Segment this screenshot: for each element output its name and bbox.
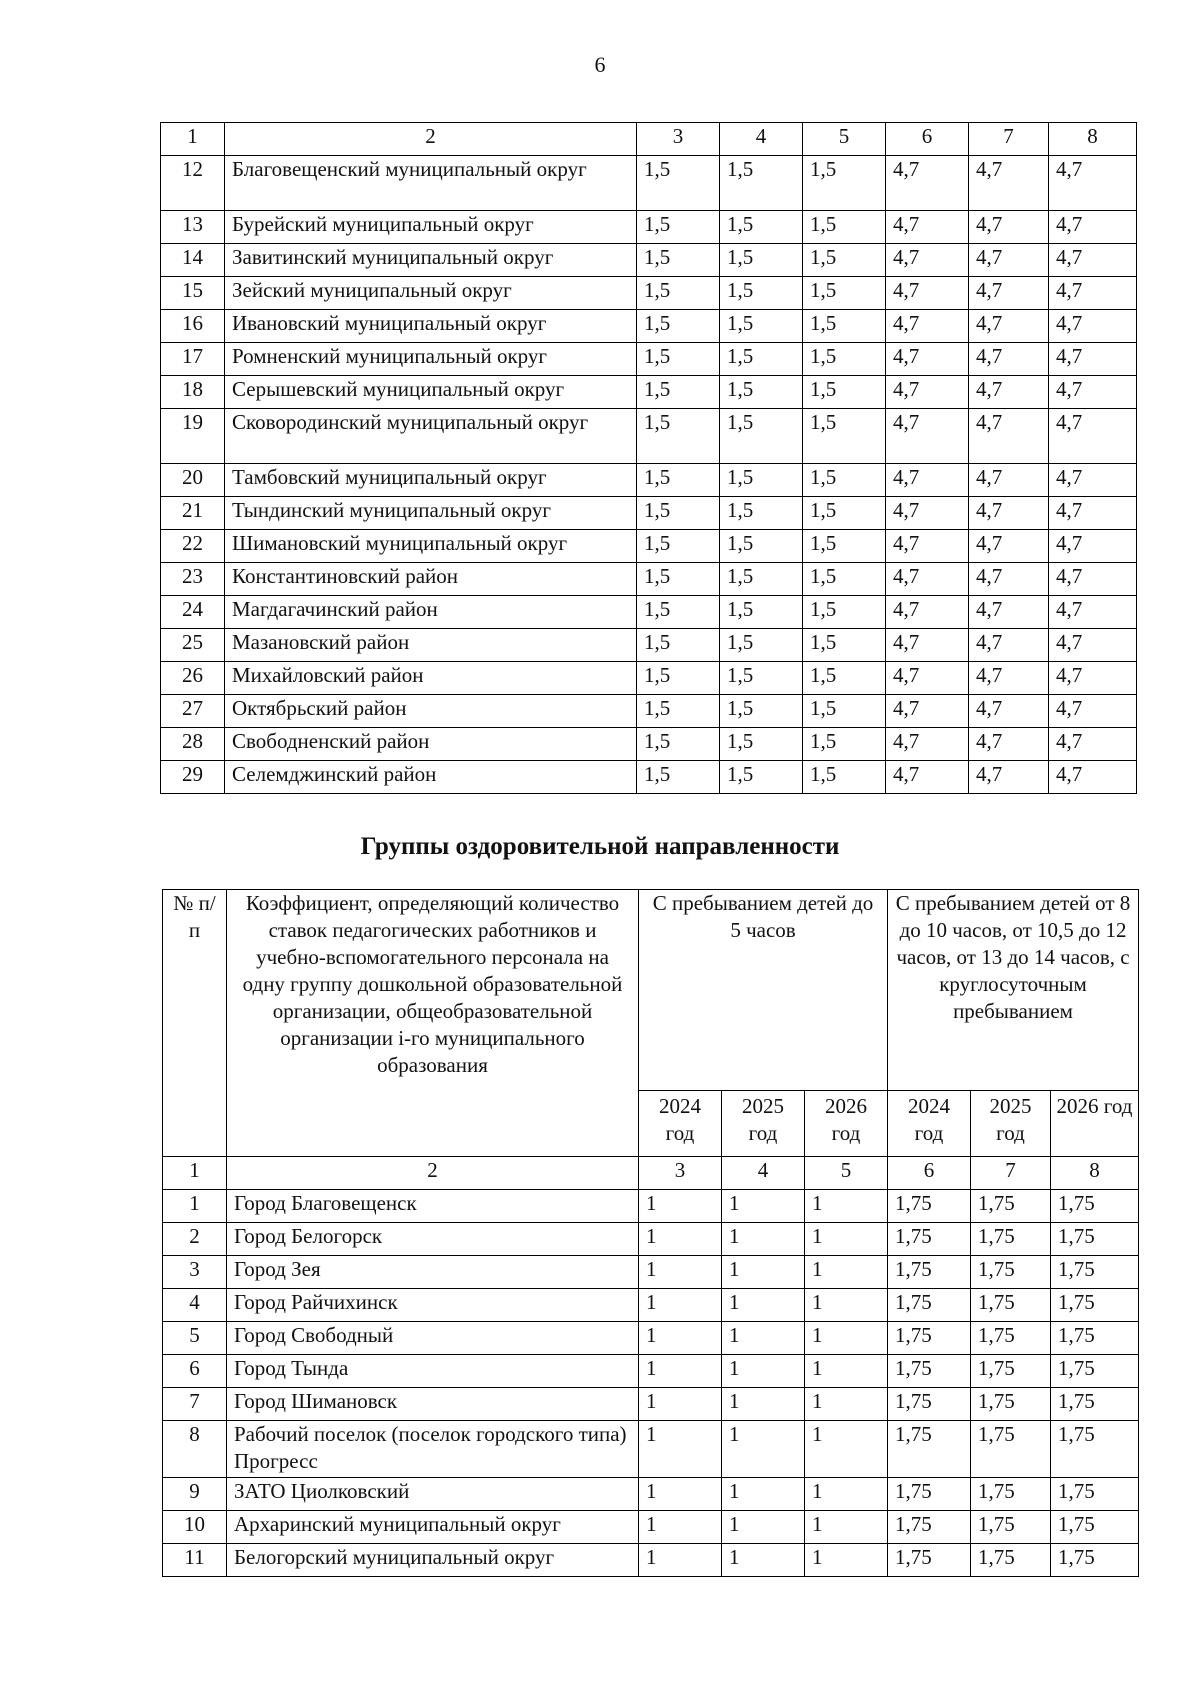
coefficient-value: 4,7 <box>886 343 969 376</box>
coefficient-value: 1,5 <box>720 728 803 761</box>
coefficient-value: 1 <box>805 1256 888 1289</box>
coefficient-value: 1,75 <box>1051 1322 1139 1355</box>
coefficient-value: 1 <box>639 1322 722 1355</box>
coefficient-value: 1,5 <box>803 596 886 629</box>
coefficient-value: 1,5 <box>637 728 720 761</box>
municipality-name: Благовещенский муниципальный округ <box>225 156 637 211</box>
row-number: 26 <box>161 662 225 695</box>
row-number: 27 <box>161 695 225 728</box>
coefficient-value: 1 <box>639 1511 722 1544</box>
column-number: 6 <box>886 123 969 156</box>
coefficient-value: 1,75 <box>888 1256 971 1289</box>
coefficient-value: 4,7 <box>969 596 1049 629</box>
section-heading: Группы оздоровительной направленности <box>360 833 840 860</box>
coefficient-value: 1 <box>805 1388 888 1421</box>
row-number: 13 <box>161 211 225 244</box>
table-row <box>163 1511 1139 1544</box>
group-b-header: С пребыванием детей от 8 до 10 часов, от 10,5 до 12 часов, от 13 до 14 часов, с круглосуточным пребыванием <box>888 890 1139 1091</box>
coefficient-value: 4,7 <box>969 211 1049 244</box>
municipality-name: ЗАТО Циолковский <box>227 1478 639 1511</box>
municipality-name: Тамбовский муниципальный округ <box>225 464 637 497</box>
coefficient-value: 4,7 <box>1049 277 1137 310</box>
table-row <box>161 244 1137 277</box>
municipality-name: Белогорский муниципальный округ <box>227 1544 639 1577</box>
coefficient-value: 1,5 <box>637 156 720 211</box>
year-header: 2024 год <box>639 1091 722 1157</box>
coefficient-value: 4,7 <box>969 563 1049 596</box>
municipality-name: Город Шимановск <box>227 1388 639 1421</box>
table-row <box>161 211 1137 244</box>
row-number: 7 <box>163 1388 227 1421</box>
coefficient-value: 4,7 <box>1049 343 1137 376</box>
coefficient-value: 1,75 <box>971 1322 1051 1355</box>
coefficient-value: 1,75 <box>971 1511 1051 1544</box>
column-number: 3 <box>639 1157 722 1190</box>
municipality-name: Архаринский муниципальный округ <box>227 1511 639 1544</box>
municipality-name: Сковородинский муниципальный округ <box>225 409 637 464</box>
coefficient-value: 1,5 <box>637 409 720 464</box>
coefficient-value: 1 <box>805 1190 888 1223</box>
municipality-name: Свободненский район <box>225 728 637 761</box>
table-row <box>163 1322 1139 1355</box>
table-row <box>163 1388 1139 1421</box>
table-row <box>163 1289 1139 1322</box>
municipality-name: Бурейский муниципальный округ <box>225 211 637 244</box>
coefficient-value: 1,75 <box>888 1355 971 1388</box>
table-row <box>161 596 1137 629</box>
coefficient-value: 4,7 <box>886 277 969 310</box>
coefficient-value: 4,7 <box>1049 761 1137 794</box>
coefficient-value: 1,75 <box>888 1421 971 1478</box>
table-row <box>161 695 1137 728</box>
coefficient-value: 4,7 <box>886 497 969 530</box>
coefficient-value: 1,75 <box>1051 1223 1139 1256</box>
row-number: 9 <box>163 1478 227 1511</box>
coefficient-value: 1,75 <box>971 1289 1051 1322</box>
coefficient-value: 1,5 <box>803 376 886 409</box>
coefficient-value: 1,5 <box>637 244 720 277</box>
coefficient-value: 1,75 <box>1051 1421 1139 1478</box>
coefficient-value: 4,7 <box>969 464 1049 497</box>
row-number: 28 <box>161 728 225 761</box>
coefficient-value: 4,7 <box>969 277 1049 310</box>
coefficient-value: 4,7 <box>969 343 1049 376</box>
coefficient-value: 1,75 <box>888 1544 971 1577</box>
coefficient-value: 1,5 <box>637 596 720 629</box>
coefficient-value: 4,7 <box>969 497 1049 530</box>
coefficient-value: 1,5 <box>720 761 803 794</box>
coefficient-value: 1,5 <box>803 211 886 244</box>
coefficient-value: 1,75 <box>888 1511 971 1544</box>
municipality-name: Октябрьский район <box>225 695 637 728</box>
coefficient-value: 1,5 <box>637 376 720 409</box>
table-row <box>161 376 1137 409</box>
coefficient-value: 4,7 <box>1049 211 1137 244</box>
coefficient-value: 4,7 <box>1049 244 1137 277</box>
table-row <box>161 156 1137 211</box>
coefficient-value: 1,5 <box>803 530 886 563</box>
header-row-top <box>163 890 1139 1091</box>
coefficient-value: 1 <box>639 1190 722 1223</box>
table-row <box>163 1256 1139 1289</box>
coefficient-value: 4,7 <box>969 695 1049 728</box>
column-number: 8 <box>1049 123 1137 156</box>
coefficient-value: 1,75 <box>1051 1289 1139 1322</box>
municipality-name: Город Зея <box>227 1256 639 1289</box>
municipality-name: Михайловский район <box>225 662 637 695</box>
row-number: 10 <box>163 1511 227 1544</box>
coefficient-value: 4,7 <box>1049 629 1137 662</box>
coefficient-value: 1,5 <box>637 695 720 728</box>
coefficient-value: 1,5 <box>803 497 886 530</box>
coefficient-value: 1,5 <box>720 464 803 497</box>
coefficient-value: 1 <box>722 1544 805 1577</box>
coefficient-value: 1 <box>805 1322 888 1355</box>
coefficient-value: 1,75 <box>971 1256 1051 1289</box>
coefficient-value: 4,7 <box>886 310 969 343</box>
municipality-name: Город Райчихинск <box>227 1289 639 1322</box>
coefficient-value: 1,5 <box>720 376 803 409</box>
coefficient-value: 4,7 <box>969 156 1049 211</box>
coefficient-value: 4,7 <box>886 761 969 794</box>
coefficient-value: 4,7 <box>1049 497 1137 530</box>
row-number: 14 <box>161 244 225 277</box>
number-header: № п/п <box>163 890 227 1157</box>
table-row <box>161 343 1137 376</box>
table-row <box>161 728 1137 761</box>
row-number: 25 <box>161 629 225 662</box>
municipality-name: Зейский муниципальный округ <box>225 277 637 310</box>
coefficient-value: 4,7 <box>1049 530 1137 563</box>
row-number: 16 <box>161 310 225 343</box>
coefficient-value: 4,7 <box>886 530 969 563</box>
column-number: 4 <box>720 123 803 156</box>
column-number: 2 <box>227 1157 639 1190</box>
coefficient-value: 1,5 <box>803 728 886 761</box>
municipality-name: Серышевский муниципальный округ <box>225 376 637 409</box>
coefficient-value: 1,5 <box>720 695 803 728</box>
coefficient-value: 4,7 <box>1049 156 1137 211</box>
coefficient-header: Коэффициент, определяющий количество ставок педагогических работников и учебно-вспомогательного персонала на одну группу дошкольной образовательной организации, общеобразовательной организации i-го муниципального образования <box>227 890 639 1157</box>
coefficient-value: 1 <box>639 1544 722 1577</box>
coefficient-value: 4,7 <box>886 728 969 761</box>
coefficient-value: 1,75 <box>971 1421 1051 1478</box>
column-number: 3 <box>637 123 720 156</box>
column-number: 5 <box>805 1157 888 1190</box>
coefficient-value: 1,5 <box>637 211 720 244</box>
health-groups-table <box>162 889 1139 1577</box>
municipality-name: Ивановский муниципальный округ <box>225 310 637 343</box>
coefficient-value: 4,7 <box>1049 409 1137 464</box>
coefficient-value: 1,75 <box>888 1388 971 1421</box>
coefficient-value: 1 <box>639 1388 722 1421</box>
row-number: 5 <box>163 1322 227 1355</box>
coefficient-value: 1,5 <box>720 244 803 277</box>
row-number: 1 <box>163 1190 227 1223</box>
coefficient-value: 1,5 <box>720 497 803 530</box>
page-number: 6 <box>594 52 606 77</box>
column-number-row <box>161 123 1137 156</box>
row-number: 29 <box>161 761 225 794</box>
table-row <box>161 629 1137 662</box>
coefficient-value: 1,5 <box>720 662 803 695</box>
coefficient-value: 4,7 <box>886 629 969 662</box>
coefficient-value: 1,5 <box>803 277 886 310</box>
table-row <box>163 1421 1139 1478</box>
coefficient-value: 4,7 <box>886 596 969 629</box>
coefficient-value: 4,7 <box>969 728 1049 761</box>
municipality-name: Город Белогорск <box>227 1223 639 1256</box>
row-number: 22 <box>161 530 225 563</box>
coefficient-value: 1,5 <box>637 563 720 596</box>
coefficient-value: 1,5 <box>803 629 886 662</box>
coefficient-value: 4,7 <box>886 376 969 409</box>
coefficient-value: 1 <box>639 1289 722 1322</box>
coefficient-value: 4,7 <box>969 530 1049 563</box>
column-number: 1 <box>163 1157 227 1190</box>
year-header: 2025 год <box>971 1091 1051 1157</box>
table-row <box>161 277 1137 310</box>
row-number: 15 <box>161 277 225 310</box>
coefficient-value: 4,7 <box>886 244 969 277</box>
coefficient-value: 1,5 <box>637 343 720 376</box>
year-header: 2025 год <box>722 1091 805 1157</box>
coefficient-value: 1 <box>805 1223 888 1256</box>
table2-body <box>163 1190 1139 1577</box>
table-row <box>161 563 1137 596</box>
coefficient-value: 1 <box>722 1478 805 1511</box>
coefficient-value: 1 <box>639 1421 722 1478</box>
coefficient-value: 1,5 <box>720 409 803 464</box>
row-number: 3 <box>163 1256 227 1289</box>
table-row <box>163 1223 1139 1256</box>
coefficient-value: 1,5 <box>637 277 720 310</box>
row-number: 23 <box>161 563 225 596</box>
coefficient-value: 1 <box>805 1289 888 1322</box>
coefficient-value: 1,75 <box>1051 1544 1139 1577</box>
row-number: 24 <box>161 596 225 629</box>
coefficient-value: 1,75 <box>971 1544 1051 1577</box>
coefficient-value: 1 <box>722 1289 805 1322</box>
coefficient-value: 1,75 <box>888 1190 971 1223</box>
coefficient-value: 1,75 <box>971 1388 1051 1421</box>
coefficient-value: 1,75 <box>971 1190 1051 1223</box>
column-number: 7 <box>969 123 1049 156</box>
column-number-row <box>163 1157 1139 1190</box>
coefficient-value: 1,5 <box>720 596 803 629</box>
coefficient-value: 1 <box>639 1355 722 1388</box>
column-number: 8 <box>1051 1157 1139 1190</box>
coefficient-value: 1,5 <box>803 563 886 596</box>
coefficient-value: 1,75 <box>971 1478 1051 1511</box>
coefficient-value: 1,5 <box>803 695 886 728</box>
coefficient-value: 1,75 <box>888 1289 971 1322</box>
coefficient-value: 1,5 <box>803 761 886 794</box>
coefficient-value: 1,75 <box>888 1322 971 1355</box>
municipality-name: Мазановский район <box>225 629 637 662</box>
row-number: 17 <box>161 343 225 376</box>
coefficient-value: 4,7 <box>886 409 969 464</box>
table-row <box>161 530 1137 563</box>
table-row <box>161 662 1137 695</box>
coefficient-value: 1,5 <box>720 310 803 343</box>
coefficient-value: 1,5 <box>720 277 803 310</box>
coefficient-value: 1,5 <box>720 156 803 211</box>
coefficient-value: 4,7 <box>886 563 969 596</box>
coefficient-value: 4,7 <box>886 211 969 244</box>
table-row <box>161 464 1137 497</box>
municipality-name: Константиновский район <box>225 563 637 596</box>
column-number: 6 <box>888 1157 971 1190</box>
coefficient-value: 4,7 <box>969 409 1049 464</box>
coefficient-value: 1,75 <box>1051 1256 1139 1289</box>
coefficient-value: 4,7 <box>969 662 1049 695</box>
coefficient-value: 1,75 <box>888 1223 971 1256</box>
coefficient-value: 1,5 <box>637 629 720 662</box>
coefficient-value: 1 <box>722 1388 805 1421</box>
column-number: 5 <box>803 123 886 156</box>
coefficient-value: 4,7 <box>886 695 969 728</box>
year-header: 2024 год <box>888 1091 971 1157</box>
coefficient-value: 1,75 <box>1051 1190 1139 1223</box>
coefficient-value: 1,5 <box>720 563 803 596</box>
coefficient-value: 1,75 <box>971 1355 1051 1388</box>
coefficient-value: 4,7 <box>969 761 1049 794</box>
coefficient-value: 1,5 <box>720 530 803 563</box>
coefficient-value: 1 <box>639 1223 722 1256</box>
year-header: 2026 год <box>1051 1091 1139 1157</box>
table-row <box>163 1544 1139 1577</box>
coefficient-value: 1 <box>805 1511 888 1544</box>
coefficient-value: 1,5 <box>803 244 886 277</box>
column-number: 2 <box>225 123 637 156</box>
coefficient-value: 1,5 <box>803 409 886 464</box>
coefficient-value: 4,7 <box>1049 464 1137 497</box>
coefficient-value: 4,7 <box>1049 662 1137 695</box>
table-row <box>163 1355 1139 1388</box>
coefficient-value: 1 <box>805 1544 888 1577</box>
coefficient-value: 1,5 <box>637 310 720 343</box>
municipality-name: Город Благовещенск <box>227 1190 639 1223</box>
column-number: 7 <box>971 1157 1051 1190</box>
coefficient-value: 1,5 <box>637 662 720 695</box>
municipality-name: Завитинский муниципальный округ <box>225 244 637 277</box>
coefficient-value: 1,5 <box>720 211 803 244</box>
coefficient-value: 1 <box>722 1421 805 1478</box>
coefficient-value: 4,7 <box>886 464 969 497</box>
table-row <box>163 1190 1139 1223</box>
municipality-name: Ромненский муниципальный округ <box>225 343 637 376</box>
column-number: 4 <box>722 1157 805 1190</box>
table-row <box>161 497 1137 530</box>
coefficient-value: 4,7 <box>969 310 1049 343</box>
coefficient-value: 1,75 <box>1051 1511 1139 1544</box>
coefficient-value: 1 <box>639 1256 722 1289</box>
coefficient-value: 1,75 <box>1051 1478 1139 1511</box>
municipality-name: Город Тында <box>227 1355 639 1388</box>
coefficient-value: 1,5 <box>637 530 720 563</box>
coefficient-value: 1 <box>722 1190 805 1223</box>
coefficient-value: 1,5 <box>803 343 886 376</box>
coefficient-value: 1,5 <box>803 464 886 497</box>
coefficient-value: 1,5 <box>720 629 803 662</box>
coefficient-value: 4,7 <box>1049 563 1137 596</box>
coefficient-value: 1,75 <box>1051 1355 1139 1388</box>
coefficient-value: 1,5 <box>637 761 720 794</box>
municipality-name: Селемджинский район <box>225 761 637 794</box>
coefficient-value: 4,7 <box>1049 376 1137 409</box>
coefficient-value: 1 <box>722 1355 805 1388</box>
row-number: 6 <box>163 1355 227 1388</box>
coefficient-value: 1,75 <box>1051 1388 1139 1421</box>
coefficient-value: 1 <box>805 1478 888 1511</box>
coefficient-value: 1,75 <box>971 1223 1051 1256</box>
coefficient-value: 4,7 <box>886 156 969 211</box>
coefficient-value: 1,5 <box>637 464 720 497</box>
row-number: 19 <box>161 409 225 464</box>
coefficient-value: 4,7 <box>886 662 969 695</box>
coefficient-value: 1 <box>805 1355 888 1388</box>
coefficient-value: 1,5 <box>803 156 886 211</box>
coefficient-value: 1 <box>722 1322 805 1355</box>
municipality-name: Город Свободный <box>227 1322 639 1355</box>
municipality-name: Шимановский муниципальный округ <box>225 530 637 563</box>
coefficient-value: 1 <box>722 1223 805 1256</box>
table1-body <box>161 156 1137 794</box>
group-a-header: С пребыванием детей до 5 часов <box>639 890 888 1091</box>
row-number: 20 <box>161 464 225 497</box>
coefficient-value: 4,7 <box>1049 695 1137 728</box>
coefficient-value: 4,7 <box>969 629 1049 662</box>
row-number: 8 <box>163 1421 227 1478</box>
row-number: 4 <box>163 1289 227 1322</box>
row-number: 12 <box>161 156 225 211</box>
coefficient-value: 4,7 <box>1049 728 1137 761</box>
coefficient-value: 1,5 <box>720 343 803 376</box>
coefficient-value: 4,7 <box>969 244 1049 277</box>
row-number: 18 <box>161 376 225 409</box>
table-row <box>161 409 1137 464</box>
coefficient-value: 1,5 <box>803 310 886 343</box>
column-number: 1 <box>161 123 225 156</box>
coefficient-value: 1 <box>639 1478 722 1511</box>
row-number: 2 <box>163 1223 227 1256</box>
table-row <box>161 310 1137 343</box>
year-header: 2026 год <box>805 1091 888 1157</box>
coefficient-value: 1,75 <box>888 1478 971 1511</box>
coefficient-value: 4,7 <box>969 376 1049 409</box>
coefficient-value: 1 <box>805 1421 888 1478</box>
table-row <box>161 761 1137 794</box>
coefficient-value: 1,5 <box>637 497 720 530</box>
coefficient-value: 4,7 <box>1049 596 1137 629</box>
coefficient-value: 1,5 <box>803 662 886 695</box>
table-row <box>163 1478 1139 1511</box>
row-number: 21 <box>161 497 225 530</box>
municipality-name: Рабочий поселок (поселок городского типа) Прогресс <box>227 1421 639 1478</box>
coefficient-value: 1 <box>722 1256 805 1289</box>
municipality-name: Магдагачинский район <box>225 596 637 629</box>
municipality-name: Тындинский муниципальный округ <box>225 497 637 530</box>
coefficients-table-continued <box>160 122 1137 794</box>
coefficient-value: 1 <box>722 1511 805 1544</box>
coefficient-value: 4,7 <box>1049 310 1137 343</box>
row-number: 11 <box>163 1544 227 1577</box>
